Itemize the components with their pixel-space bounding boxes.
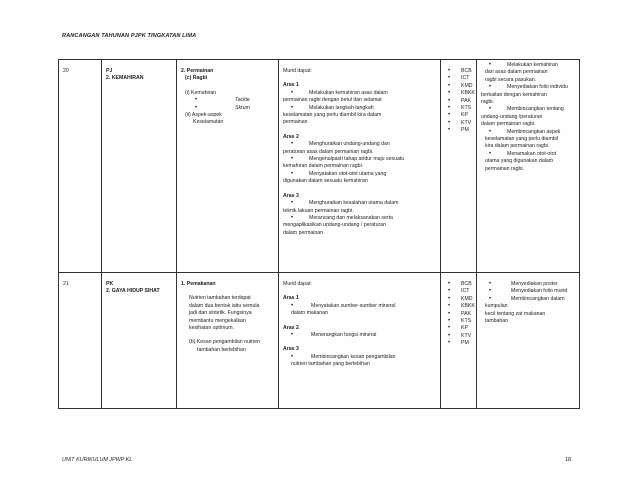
list-item: • Menyatakan sumber-sumber mineral <box>283 303 437 310</box>
list-item: • PM <box>445 340 473 347</box>
list-item: • Membincangkan tentang <box>481 106 576 113</box>
subject-cell: PK 2. GAYA HIDUP SIHAT <box>102 273 177 409</box>
values-cell <box>441 273 477 409</box>
list-item: • BCB <box>445 68 473 75</box>
list-item: • PAK <box>445 98 473 105</box>
list-item: • KP <box>445 325 473 332</box>
list-item: • Melakukan kemahiran <box>481 62 576 69</box>
week-cell: 20 <box>59 60 102 273</box>
list-item: • Skrum <box>181 105 275 112</box>
list-item: • ICT <box>445 75 473 82</box>
list-item: • KTV <box>445 333 473 340</box>
list-item: • Menghuraikan undang-undang dan <box>283 141 437 148</box>
list-item: • Membincangkan aspek <box>481 129 576 136</box>
table-row <box>59 273 580 409</box>
list-item: • KP <box>445 112 473 119</box>
activities-cell: • Melakukan kemahiran dari asas dalam permainan ragbi secara pasukan. • Menyediakan folio individu berkaitan dengan kemahiran ragbi. • Membincangkan tentang undang-undang /peraturan dalam permainan ragbi. • Membincangkan aspek keselamatan yang perlu diambil kira dalam permainan ragbi. • Menamakan otot-otot utama yang digunakan dalam permainan ragbi. <box>477 60 580 273</box>
lesson-plan-table <box>58 59 580 409</box>
list-item: • Menyediakan folio individu <box>481 84 576 91</box>
list-item: • Mengenalpasti tahap andur maju sesuatu <box>283 156 437 163</box>
list-item: • Tackle <box>181 97 275 104</box>
page-number: 18 <box>565 457 571 463</box>
list-item: • KTV <box>445 120 473 127</box>
list-item: • KMD <box>445 83 473 90</box>
list-item: • Membincangkan kesan pengambilan <box>283 354 437 361</box>
outcome-cell: Murid dapat: Aras 1 • Menyatakan sumber-sumber mineral dalam makanan Aras 2 • Menerangkan fungsi mineral Aras 3 • Membincangkan kesan pengambilan nutrien tambahan yang berlebihan <box>279 273 441 409</box>
list-item: • Melakukan kemahiran asas dalam <box>283 90 437 97</box>
list-item: • PM <box>445 127 473 134</box>
list-item: • KBKK <box>445 90 473 97</box>
list-item: • Menamakan otot-otot <box>481 151 576 158</box>
list-item: • KMD <box>445 296 473 303</box>
list-item: • Melakukan langkah-langkah <box>283 105 437 112</box>
list-item: • Menerangkan fungsi mineral <box>283 332 437 339</box>
list-item: • KTS <box>445 318 473 325</box>
list-item: • ICT <box>445 288 473 295</box>
values-cell <box>441 60 477 273</box>
list-item: • Menyediakan folio murid <box>481 288 576 295</box>
list-item: • BCB <box>445 281 473 288</box>
list-item: • Menyatakan otot-otot utama yang <box>283 171 437 178</box>
subject-cell: PJ 2. KEMAHIRAN <box>102 60 177 273</box>
list-item: • Membincangkan dalam <box>481 296 576 303</box>
document-footer: UNIT KURIKULUM JPWP KL <box>62 457 133 463</box>
list-item: • Menyediakan poster <box>481 281 576 288</box>
activities-cell: • Menyediakan poster • Menyediakan folio murid • Membincangkan dalam kumpulan kecil tentang zat makanan tambahan <box>477 273 580 409</box>
list-item: • KBKK <box>445 303 473 310</box>
list-item: • Menghuraikan kesalahan utama dalam <box>283 200 437 207</box>
topic-cell: 2. Permainan (c) Ragbi (i) Kemahiran • Tackle • Skrum (ii) Aspek-aspek Keselamatan <box>177 60 279 273</box>
list-item: • KTS <box>445 105 473 112</box>
table-row <box>59 60 580 273</box>
week-cell: 21 <box>59 273 102 409</box>
list-item: • PAK <box>445 311 473 318</box>
list-item: • Merancang dan melaksanakan serta <box>283 215 437 222</box>
outcome-cell: Murid dapat: Aras 1 • Melakukan kemahiran asas dalam permainan ragbi dengan betul dan selamat • Melakukan langkah-langkah keselamatan yang perlu diambil kira dalam permainan Aras 2 • Menghuraikan undang-undang dan peraturan asas dalam permainan ragbi. • Mengenalpasti tahap andur maju sesuatu kemahiran dalam permainan ragbi. • Menyatakan otot-otot utama yang digunakan dalam sesuatu kemahiran Aras 3 • Menghuraikan kesalahan utama dalam teknik lakuan permainan ragbi. • Merancang dan melaksanakan serta mengaplikasikan undang-undang / peraturan dalam permainan <box>279 60 441 273</box>
document-header: RANCANGAN TAHUNAN PJPK TINGKATAN LIMA <box>62 33 197 39</box>
topic-cell: 1. Pemakanan Nutrien tambahan terdapat dalam dua bentuk iaitu semula jadi dan sintetik. Fungsinya membantu mengekalkan kesihatan optimum. (b) Kesan pengambilan nutrien tambahan berlebihan <box>177 273 279 409</box>
